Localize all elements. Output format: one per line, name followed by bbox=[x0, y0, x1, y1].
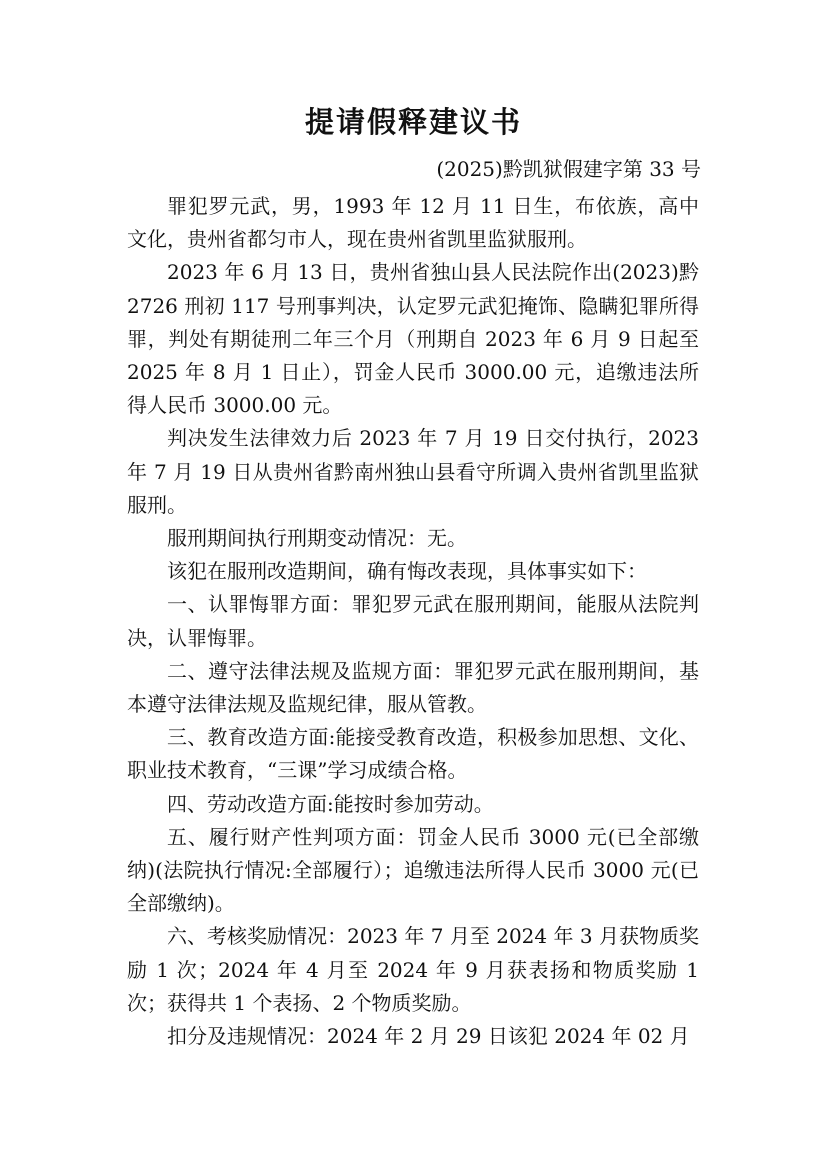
paragraph-criminal-info: 罪犯罗元武，男，1993 年 12 月 11 日生，布依族，高中文化，贵州省都匀市人，现在贵州省凯里监狱服刑。 bbox=[127, 194, 699, 252]
paragraph-property-judgment: 五、履行财产性判项方面：罚金人民币 3000 元(已全部缴纳)(法院执行情况:全部履行）；追缴违法所得人民币 3000 元(已全部缴纳)。 bbox=[127, 824, 699, 916]
paragraph-education: 三、教育改造方面:能接受教育改造，积极参加思想、文化、职业技术教育，“三课”学习成绩合格。 bbox=[127, 725, 699, 783]
document-title: 提请假释建议书 bbox=[304, 105, 522, 139]
paragraph-labor: 四、劳动改造方面:能按时参加劳动。 bbox=[167, 791, 494, 816]
paragraph-rewards: 六、考核奖励情况：2023 年 7 月至 2024 年 3 月获物质奖励 1 次；2024 年 4 月至 2024 年 9 月获表扬和物质奖励 1 次；获得共 1 个表扬、2 个物质奖励。 bbox=[127, 924, 699, 1015]
paragraph-law-compliance: 二、遵守法律法规及监规方面：罪犯罗元武在服刑期间，基本遵守法律法规及监规纪律，服从管教。 bbox=[127, 658, 699, 717]
paragraph-execution: 判决发生法律效力后 2023 年 7 月 19 日交付执行，2023 年 7 月 19 日从贵州省黔南州独山县看守所调入贵州省凯里监狱服刑。 bbox=[127, 426, 699, 517]
document-body bbox=[127, 190, 699, 1053]
paragraph-repentance-intro: 该犯在服刑改造期间，确有悔改表现，具体事实如下： bbox=[167, 559, 647, 584]
paragraph-admit-guilt: 一、认罪悔罪方面：罪犯罗元武在服刑期间，能服从法院判决，认罪悔罪。 bbox=[127, 592, 699, 650]
paragraph-sentence-changes: 服刑期间执行刑期变动情况：无。 bbox=[167, 526, 467, 551]
paragraph-judgment: 2023 年 6 月 13 日，贵州省独山县人民法院作出(2023)黔 2726 刑初 117 号刑事判决，认定罗元武犯掩饰、隐瞒犯罪所得罪，判处有期徒刑二年三个月（刑期自 2023 年 6 月 9 日起至 2025 年 8 月 1 日止），罚金人民币 3000.00 元，追缴违法所得人民币 3000.00 元。 bbox=[127, 260, 699, 418]
document-number: (2025)黔凯狱假建字第 33 号 bbox=[436, 157, 701, 181]
paragraph-deductions: 扣分及违规情况：2024 年 2 月 29 日该犯 2024 年 02 月 bbox=[167, 1024, 690, 1049]
